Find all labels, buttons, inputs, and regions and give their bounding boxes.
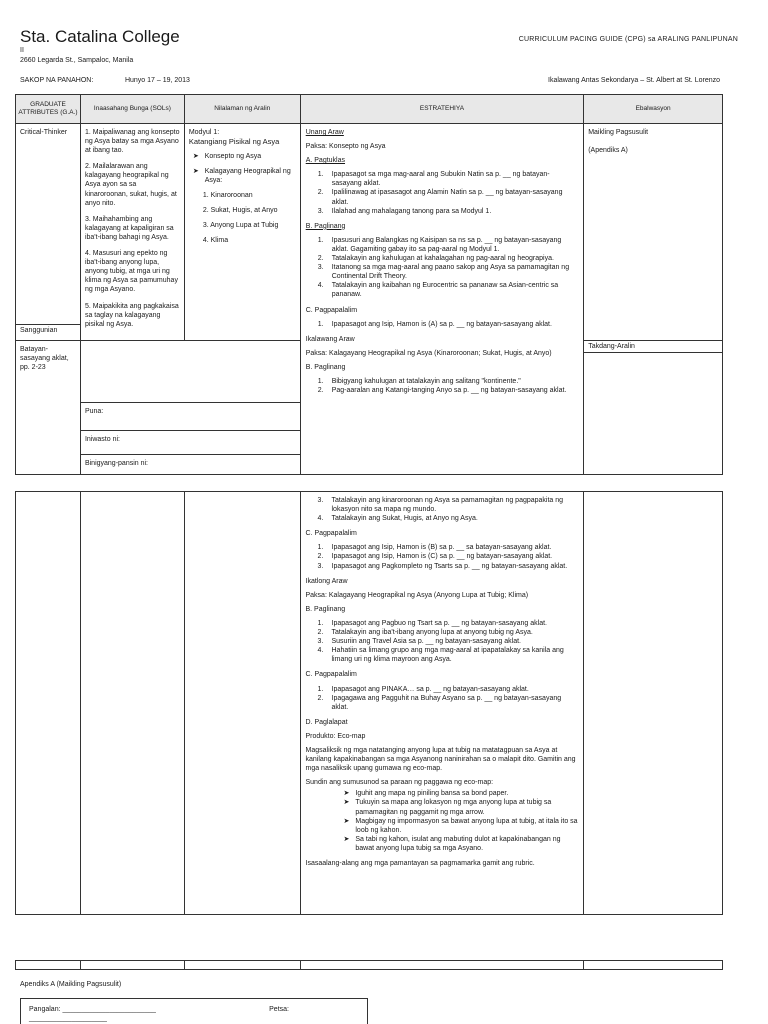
college-name: Sta. Catalina College [20,27,180,46]
empty-cell [16,492,81,915]
arrow-icon: ➤ [343,790,350,798]
modyul-label: Modyul 1: [188,129,220,136]
apendiks-title: Apendiks A (Maikling Pagsusulit) [20,981,122,988]
list-item: 1. Ipasusuri ang Balangkas ng Kaisipan sa ns sa p. __ ng batayan-sasayang aklat. Gagamiting gabay ito sa pag-aaral ng Modyul 1. [317,236,562,253]
sanggunian-label: Sanggunian [20,326,58,334]
arrow-icon: ➤ [343,835,350,843]
list-item: 2. Ipalilinawag at ipasasagot ang Alamin Natin sa p. __ ng batayan-sasayang aklat. [317,189,563,206]
list-item: 4. Klima [202,237,229,245]
cont-list [306,496,579,523]
b-list [306,236,579,300]
paksa-text: Paksa: Kalagayang Heograpikal ng Asya (Kinaroroonan; Sukat, Hugis, at Anyo) [305,349,552,357]
sols-cell [80,124,184,341]
table-row [16,961,723,970]
list-item: ➤ Konsepto ng Asya [192,152,262,160]
section-label: A. Pagtuklas [305,157,346,165]
section-label: C. Pagpapalalim [305,530,357,538]
section-label: B. Paglinang [305,605,346,613]
table-header-row [16,95,723,124]
pangalan-label: Pangalan: ________________________ [29,1006,156,1013]
table-row [16,492,723,915]
list-item: 1. Ipapasagot sa mga mag-aaral ang Subukin Natin sa p. __ ng batayan-sasayang aklat. [317,171,550,188]
name-date-row [29,1005,289,1014]
list-item: 4. Tatalakayin ang kaibahan ng Eurocentric sa pananaw sa Asian-centric sa pananaw. [317,282,559,299]
instruction-paragraph: Isasaalang-alang ang mga pamantayan sa pagmamarka gamit ang rubric. [305,860,535,867]
col-header-estratehiya: ESTRATEHIYA [300,95,584,124]
nilalaman-bullets [189,152,296,185]
instruction-paragraph: Magsaliksik ng mga natatanging anyong lupa at tubig na matatagpuan sa Asya at kanilang kapakinabangan sa mga Asyanong naninirahan sa o malapit dito. Gamitin ang mga nasaliksik upang gumawa ng eco-map. [305,746,576,773]
sol-item: 5. Maipakikita ang pagkakaisa sa taglay na kalagayang pisikal ng Asya. [84,302,179,328]
paksa-text: Paksa: Kalagayang Heograpikal ng Asya (Anyong Lupa at Tubig; Klima) [305,591,529,599]
ebalwasyon-cell [584,124,723,341]
nilalaman-items [189,191,296,245]
paksa-text: Paksa: Konsepto ng Asya [305,143,386,151]
blank-line: ____________________ [29,1015,107,1023]
estratehiya-cell [300,124,584,475]
col-header-sols: Inaasahang Bunga (SOLs) [80,95,184,124]
roman-numeral: II [20,47,24,54]
produkto-text: Produkto: Eco-map [305,732,366,740]
day-heading: Unang Araw [305,129,344,136]
instruction-paragraph: Sundin ang sumusunod sa paraan ng paggawa ng eco-map: [305,779,494,787]
table-row [16,124,723,325]
guide-title: CURRICULUM PACING GUIDE (CPG) sa ARALING PANLIPUNAN [518,36,738,43]
b2-list [306,377,579,395]
c2-list [306,543,579,570]
col-header-ga: GRADUATE ATTRIBUTES (G.A.) [16,95,81,124]
empty-cell [184,492,300,915]
list-item: 1. Ipapasagot ang Isip, Hamon is (A) sa p. __ ng batayan-sasayang aklat. [317,320,552,328]
continuation-table [15,491,723,915]
list-item: 2. Ipapasagot ang Isip, Hamon is (C) sa p. __ ng batayan-sasayang aklat. [317,553,553,561]
list-item: 3. Itatanong sa mga mag-aaral ang paano sakop ang Asya sa pamamagitan ng Continental Drift Theory. [317,264,570,281]
empty-cell [300,961,584,970]
sol-item: 2. Mailalarawan ang kalagayang heograpikal ng Asya ayon sa sa kinaroroonan, sukat, hugis, at anyo nito. [84,163,177,207]
arrow-icon: ➤ [343,799,350,807]
col-header-ebalwasyon: Ebalwasyon [584,95,723,124]
sanggunian-value: Batayan-sasayang aklat, pp. 2-23 [20,345,69,371]
arrow-icon: ➤ [192,152,199,160]
a-list [306,170,579,215]
empty-cell [184,961,300,970]
empty-cell [80,961,184,970]
sakop-value: Hunyo 17 – 19, 2013 [124,77,190,84]
apendiks-box [20,998,368,1024]
c-list [306,320,579,329]
modyul-title: Katangiang Pisikal ng Asya [188,137,280,147]
section-label: C. Pagpapalalim [305,306,358,314]
petsa-label: Petsa: [269,1006,289,1013]
list-item: ➤ Magbigay ng impormasyon sa bawat anyong lupa at tubig, at itala ito sa loob ng kahon. [343,817,578,834]
iniwasto-cell [80,430,300,454]
ebalwasyon-item: (Apendiks A) [588,147,628,155]
empty-cell [80,492,184,915]
arrow-icon: ➤ [343,817,350,825]
estratehiya-cont-cell [300,492,584,915]
list-item: 3. Tatalakayin ang kinaroroonan ng Asya sa pamamagitan ng pagpapakita ng lokasyon nito sa mapa ng mundo. [317,497,564,514]
list-item: 1. Ipapasagot ang PINAKA… sa p. __ ng batayan-sasayang aklat. [317,685,529,693]
section-label: C. Pagpapalalim [305,671,357,679]
list-item: 4. Hahatiin sa limang grupo ang mga mag-aaral at ipapatalakay sa kanila ang limang uri ng klima mayroon ang Asya. [317,647,564,664]
list-item: 1. Ipapasagot ang Pagbuo ng Tsart sa p. __ ng batayan-sasayang aklat. [317,619,547,627]
sakop-label: SAKOP NA PANAHON: [20,77,94,84]
ebalwasyon-item: Maikling Pagsusulit [588,129,649,136]
sanggunian-label-cell [16,324,81,340]
ga-value: Critical-Thinker [20,129,68,136]
sanggunian-value-cell [16,340,81,474]
pacing-table [15,94,723,475]
list-item: ➤ Kalagayang Heograpikal ng Asya: [192,167,291,185]
ga-cell [16,124,81,325]
sol-item: 1. Maipaliwanag ang konsepto ng Asya batay sa mga Asyano at ibang tao. [84,129,180,155]
steps-list [306,789,579,853]
college-address: 2660 Legarda St., Sampaloc, Manila [20,57,134,64]
takdang-cell [584,340,723,474]
list-item: 2. Ipagagawa ang Pagguhit na Buhay Asyano sa p. __ ng batayan-sasayang aklat. [317,694,562,711]
list-item: 2. Tatalakayin ang iba't-ibang anyong lupa at anyong tubig ng Asya. [317,629,533,637]
c3-list [306,685,579,712]
list-item: 3. Susuriin ang Travel Asia sa p. __ ng batayan-sasayang aklat. [317,638,522,646]
binigyang-cell [80,454,300,474]
puna-label: Puna: [84,407,104,415]
sol-item: 4. Masusuri ang epekto ng iba't-ibang anyong lupa, anyong tubig, at mga uri ng klima ng Asya sa pamumuhay ng mga Asyano. [84,250,178,294]
list-item: 1. Ipapasagot ang Isip, Hamon is (B) sa p. __ sa batayan-sasayang aklat. [317,544,552,552]
day-heading: Ikalawang Araw [305,335,355,343]
empty-cell [584,961,723,970]
nilalaman-cell [184,124,300,341]
level-text: Ikalawang Antas Sekondarya – St. Albert at St. Lorenzo [548,77,720,84]
takdang-label: Takdang-Aralin [584,341,722,353]
arrow-icon: ➤ [192,167,199,175]
iniwasto-label: Iniwasto ni: [84,435,120,443]
list-item: 1. Bibigyang kahulugan at tatalakayin ang salitang "kontinente." [317,377,521,385]
sol-item: 3. Maihahambing ang kalagayang at kapaligiran sa iba't-ibang bahagi ng Asya. [84,215,174,241]
binigyang-label: Binigyang-pansin ni: [84,459,148,467]
section-label: D. Paglalapat [305,718,348,726]
list-item: ➤ Iguhit ang mapa ng piniling bansa sa bond paper. [343,790,509,798]
list-item: 2. Pag-aaralan ang Katangi-tanging Anyo sa p. __ ng batayan-sasayang aklat. [317,387,567,395]
section-label: B. Paglinang [305,363,346,371]
list-item: 2. Sukat, Hugis, at Anyo [202,207,278,215]
puna-cell [80,402,300,430]
list-item: 3. Ilalahad ang mahalagang tanong para sa Modyul 1. [317,207,492,215]
list-item: 1. Kinaroroonan [202,192,253,200]
empty-cell [584,492,723,915]
day-heading: Ikatlong Araw [305,577,348,585]
empty-cell [16,961,81,970]
section-label: B. Paglinang [305,222,346,230]
list-item: 3. Ipapasagot ang Pagkompleto ng Tsarts sa p. __ ng batayan-sasayang aklat. [317,562,568,570]
empty-strip-table [15,960,723,970]
list-item: 2. Tatalakayin ang kahulugan at kahalagahan ng pag-aaral ng heograpiya. [317,255,554,263]
b3-list [306,619,579,664]
sakop-row [20,76,190,85]
list-item: 4. Tatalakayin ang Sukat, Hugis, at Anyo ng Asya. [317,515,478,523]
list-item: ➤ Tukuyin sa mapa ang lokasyon ng mga anyong lupa at tubig sa pamamagitan ng paggamit ng mga arrow. [343,799,552,816]
col-header-nilalaman: Nilalaman ng Aralin [184,95,300,124]
spacer-cell [80,340,300,402]
list-item: 3. Anyong Lupa at Tubig [202,222,279,230]
list-item: ➤ Sa tabi ng kahon, isulat ang mabuting dulot at kapakinabangan ng bawat anyong lupa tubig sa mga Asyano. [343,835,561,852]
